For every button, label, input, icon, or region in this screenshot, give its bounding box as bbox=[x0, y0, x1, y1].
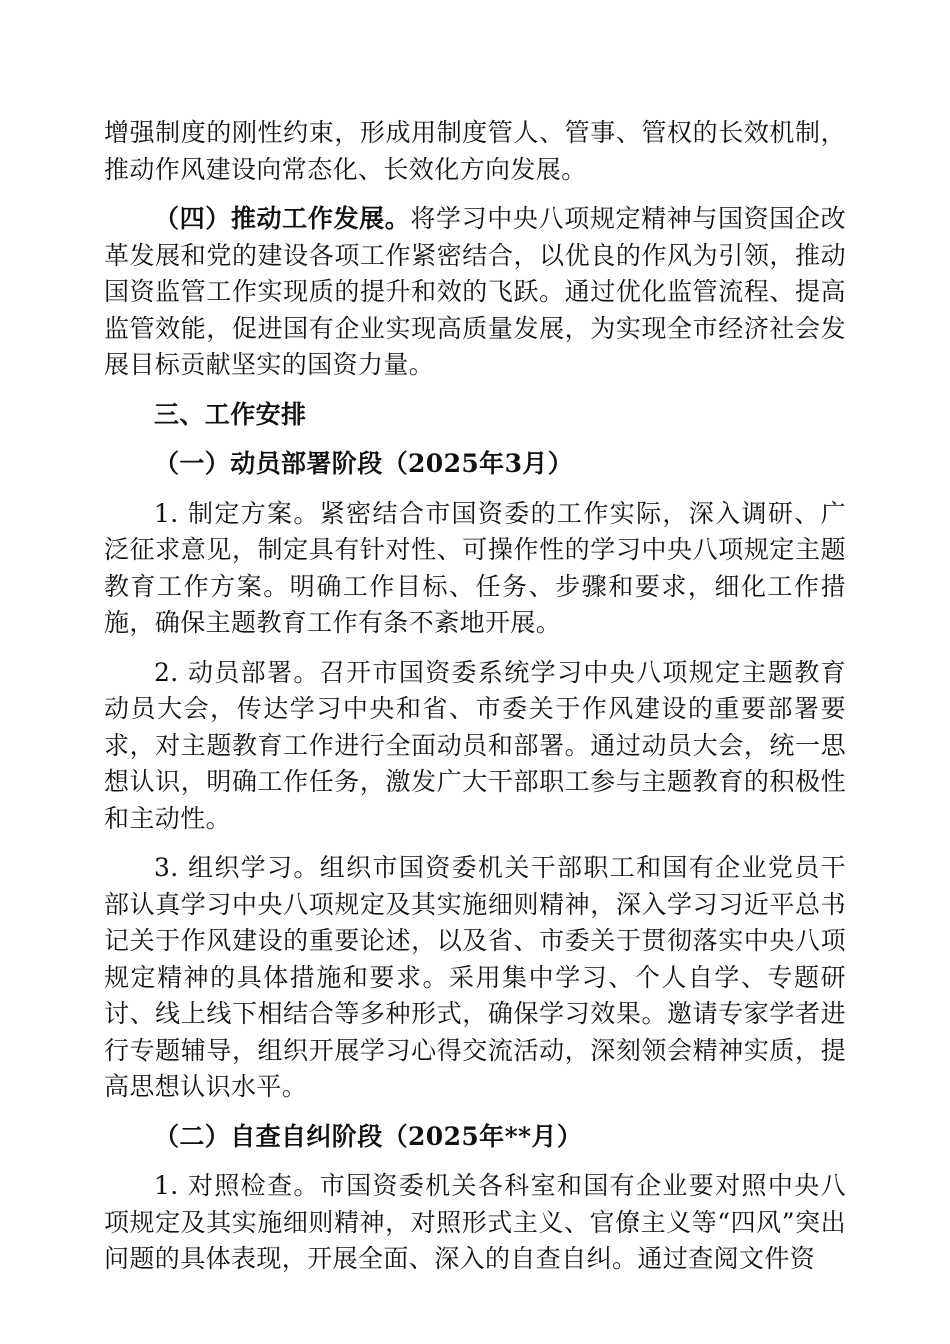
document-page bbox=[104, 115, 846, 1291]
stage-2-item-1: 1. 对照检查。市国资委机关各科室和国有企业要对照中央八项规定及其实施细则精神，对照形式主义、官僚主义等“四风”突出问题的具体表现，开展全面、深入的自查自纠。通过查阅文件资 bbox=[104, 1171, 846, 1273]
section-4-body: 将学习中央八项规定精神与国资国企改革发展和党的建设各项工作紧密结合，以优良的作风为引领，推动国资监管工作实现质的提升和效的飞跃。通过优化监管流程、提高监管效能，促进国有企业实现高质量发展，为实现全市经济社会发展目标贡献坚实的国资力量。 bbox=[104, 204, 846, 379]
section-4-lead: （四）推动工作发展。 bbox=[154, 204, 411, 233]
stage-1-item-2: 2. 动员部署。召开市国资委系统学习中央八项规定主题教育动员大会，传达学习中央和省、市委关于作风建设的重要部署要求，对主题教育工作进行全面动员和部署。通过动员大会，统一思想认识，明确工作任务，激发广大干部职工参与主题教育的积极性和主动性。 bbox=[104, 657, 846, 833]
stage-1-title: （一）动员部署阶段（2025年3月） bbox=[154, 449, 574, 478]
section-4-paragraph bbox=[104, 201, 846, 384]
heading-work-arrangement: 三、工作安排 bbox=[154, 399, 307, 429]
continued-paragraph: 增强制度的刚性约束，形成用制度管人、管事、管权的长效机制，推动作风建设向常态化、长效化方向发展。 bbox=[104, 118, 846, 184]
stage-2-title: （二）自查自纠阶段（2025年**月） bbox=[154, 1121, 583, 1151]
stage-1-item-1: 1. 制定方案。紧密结合市国资委的工作实际，深入调研、广泛征求意见，制定具有针对性、可操作性的学习中央八项规定主题教育工作方案。明确工作目标、任务、步骤和要求，细化工作措施，确保主题教育工作有条不紊地开展。 bbox=[104, 498, 846, 637]
stage-1-item-3: 3. 组织学习。组织市国资委机关干部职工和国有企业党员干部认真学习中央八项规定及其实施细则精神，深入学习习近平总书记关于作风建设的重要论述，以及省、市委关于贯彻落实中央八项规定精神的具体措施和要求。采用集中学习、个人自学、专题研讨、线上线下相结合等多种形式，确保学习效果。邀请专家学者进行专题辅导，组织开展学习心得交流活动，深刻领会精神实质，提高思想认识水平。 bbox=[104, 853, 846, 1101]
